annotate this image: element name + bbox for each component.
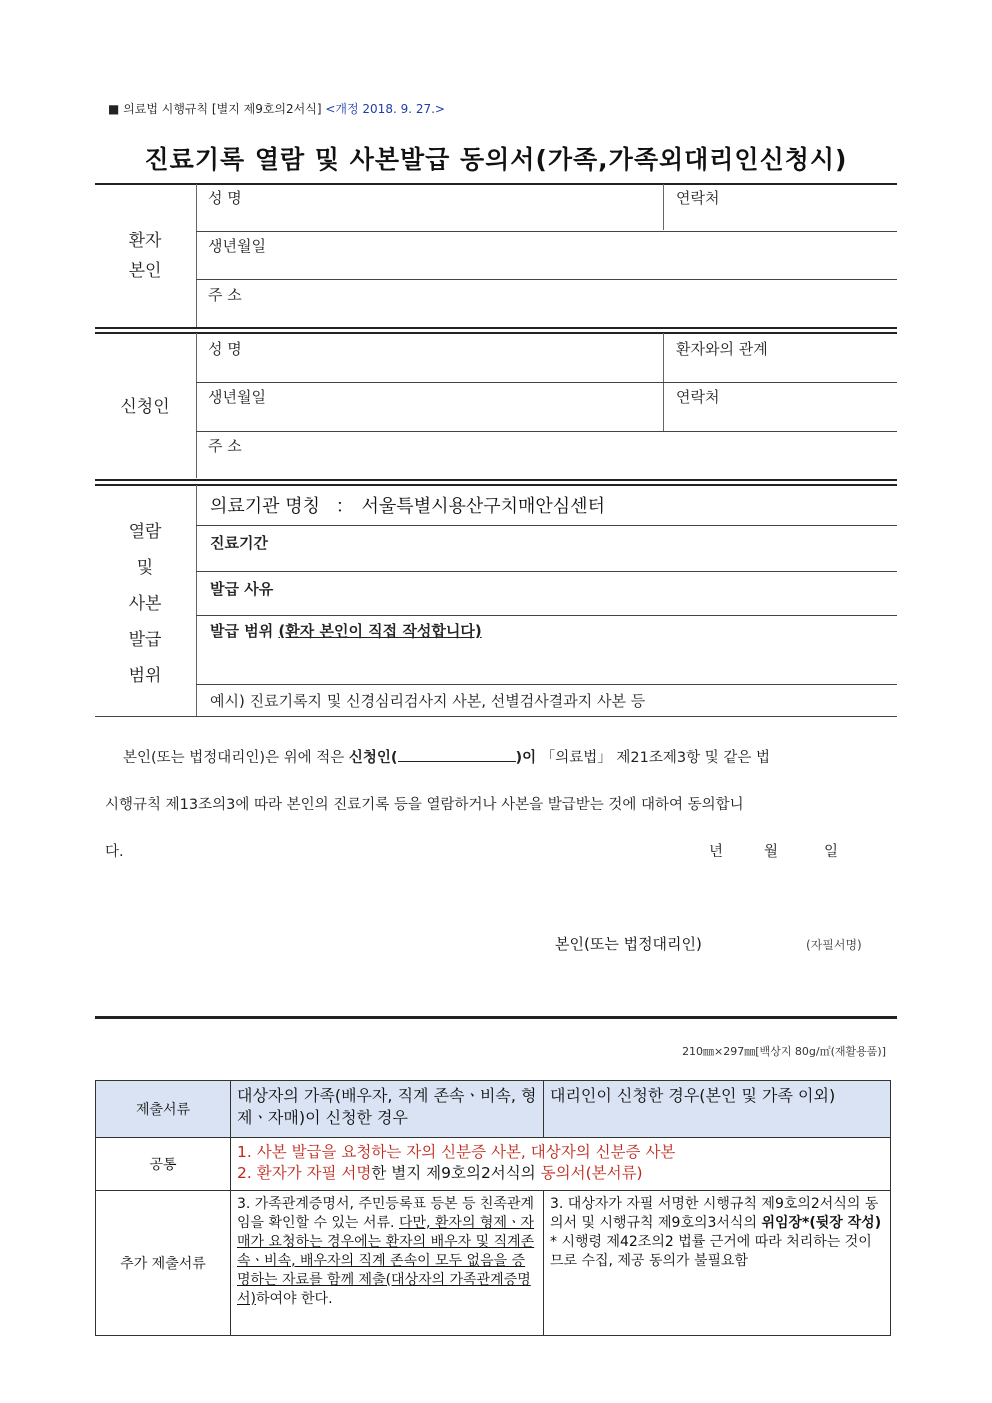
patient-name-label: 성 명: [208, 189, 242, 207]
range-row: [210, 620, 482, 641]
divider: [196, 184, 197, 327]
divider: [95, 479, 897, 481]
scope-section-line5: 범위: [128, 666, 162, 686]
table-row: [96, 1081, 891, 1138]
consent-applicant-close: )이: [515, 750, 537, 766]
scope-section-line3: 사본: [128, 594, 162, 614]
patient-contact-field[interactable]: [668, 208, 894, 228]
consent-line2: 시행규칙 제13조의3에 따라 본인의 진료기록 등을 열람하거나 사본을 발급받는 것에 대하여 동의합니: [105, 797, 744, 813]
applicant-birth-field[interactable]: [200, 406, 660, 426]
submission-table: [95, 1080, 891, 1336]
patient-section-line1: 환자: [128, 231, 162, 251]
consent-line1-a: 본인(또는 법정대리인)은 위에 적은: [123, 750, 345, 766]
signer-label: 본인(또는 법정대리인): [555, 935, 702, 953]
divider: [95, 716, 897, 717]
divider: [95, 1016, 897, 1019]
paper-spec: 210㎜×297㎜[백상지 80g/㎡(재활용품)]: [682, 1045, 886, 1058]
consent-line1-d: 「의료법」 제21조제3항 및 같은 법: [540, 750, 770, 766]
patient-section-line2: 본인: [128, 261, 162, 281]
extra-agent-a: 3. 대상자가 자필 서명한 시행규칙 제9호의2서식의 동의서 및 시행규칙 제9호의3서식의: [550, 1196, 879, 1231]
common-item-2a: 2. 환자가 자필 서명: [237, 1164, 372, 1182]
applicant-section-label: 신청인: [120, 397, 170, 417]
extra-family-c: 하여야 한다.: [256, 1291, 333, 1307]
consent-month: 월: [764, 844, 779, 860]
extra-family-b: 다만, 환자의 형제ㆍ자매가 요청하는 경우에는 환자의 배우자 및 직계존속ㆍ비속, 배우자의 직계 존속이 모두 없음을 증명하는 자료를 함께 제출(대상자의 가족관계증명서): [237, 1215, 535, 1307]
consent-line3: 다.: [105, 844, 124, 860]
divider: [196, 231, 897, 232]
applicant-contact-field[interactable]: [668, 406, 894, 426]
reason-field[interactable]: [300, 576, 890, 612]
applicant-address-field[interactable]: [290, 434, 890, 474]
extra-agent-b: 위임장*(뒷장 작성): [761, 1215, 882, 1231]
institution-separator: ：: [335, 496, 354, 517]
common-item-2: [237, 1163, 884, 1184]
common-item-2c: 동의서(본서류): [540, 1164, 643, 1182]
applicant-name-field[interactable]: [200, 358, 660, 378]
applicant-relation-label: 환자와의 관계: [676, 340, 768, 358]
header-cell: 대상자의 가족(배우자, 직계 존속ㆍ비속, 형제ㆍ자매)이 신청한 경우: [231, 1081, 544, 1138]
applicant-name-label: 성 명: [208, 340, 242, 358]
common-item-2b: 한 별지 제9호의2서식의: [371, 1164, 536, 1182]
patient-birth-label: 생년월일: [208, 237, 266, 255]
consent-year: 년: [709, 844, 724, 860]
extra-label: 추가 제출서류: [96, 1191, 231, 1336]
range-note: (환자 본인이 직접 작성합니다): [278, 622, 482, 640]
divider: [196, 525, 897, 526]
institution-label: 의료기관 명칭: [210, 496, 321, 517]
divider: [196, 382, 897, 383]
patient-address-label: 주 소: [208, 286, 242, 304]
header-cell: 제출서류: [96, 1081, 231, 1138]
divider: [196, 615, 897, 616]
range-field[interactable]: [210, 642, 890, 680]
signature-field[interactable]: [732, 932, 802, 954]
patient-name-field[interactable]: [200, 208, 660, 228]
common-cell: [231, 1138, 891, 1191]
reason-label: 발급 사유: [210, 580, 274, 598]
patient-section-label: [95, 226, 195, 286]
applicant-contact-label: 연락처: [676, 388, 720, 406]
scope-section-line4: 발급: [128, 630, 162, 650]
sign-note: (자필서명): [806, 938, 862, 952]
applicant-relation-field[interactable]: [668, 358, 894, 378]
extra-family-cell: [231, 1191, 544, 1336]
common-label: 공통: [96, 1138, 231, 1191]
period-field[interactable]: [300, 530, 890, 566]
divider: [196, 333, 197, 478]
divider: [663, 184, 664, 230]
scope-section-line2: 및: [136, 558, 154, 578]
consent-applicant-blank[interactable]: [398, 747, 516, 762]
divider: [196, 684, 897, 685]
applicant-address-label: 주 소: [208, 437, 242, 455]
range-label: 발급 범위: [210, 622, 274, 640]
divider: [95, 327, 897, 329]
extra-family-a: 3. 가족관계증명서, 주민등록표 등본 등 친족관계임을 확인할 수 있는 서류.: [237, 1196, 535, 1231]
form-title: 진료기록 열람 및 사본발급 동의서(가족,가족외대리인신청시): [144, 145, 848, 174]
divider: [95, 183, 897, 185]
divider: [196, 279, 897, 280]
period-label: 진료기간: [210, 534, 268, 552]
form-header-label: ■ 의료법 시행규칙 [별지 제9호의2서식]: [108, 102, 322, 116]
patient-address-field[interactable]: [290, 283, 890, 323]
consent-applicant-open: 신청인(: [348, 750, 398, 766]
applicant-birth-label: 생년월일: [208, 388, 266, 406]
extra-agent-c: * 시행령 제42조의2 법률 근거에 따라 처리하는 것이므로 수집, 제공 동의가 불필요함: [550, 1234, 872, 1269]
divider: [95, 484, 897, 486]
common-item-1: 1. 사본 발급을 요청하는 자의 신분증 사본, 대상자의 신분증 사본: [237, 1143, 676, 1161]
divider: [196, 431, 897, 432]
scope-section-label: [95, 514, 195, 694]
patient-contact-label: 연락처: [676, 189, 720, 207]
table-row: [96, 1191, 891, 1336]
institution-value: 서울특별시용산구치매안심센터: [361, 496, 605, 517]
consent-line1: [123, 746, 770, 767]
extra-agent-cell: [544, 1191, 891, 1336]
divider: [196, 485, 197, 716]
form-header: [108, 100, 445, 117]
divider: [196, 571, 897, 572]
scope-section-line1: 열람: [128, 522, 162, 542]
header-cell: 대리인이 신청한 경우(본인 및 가족 이외): [544, 1081, 891, 1138]
scope-example: 예시) 진료기록지 및 신경심리검사지 사본, 선별검사결과지 사본 등: [210, 692, 646, 710]
patient-birth-field[interactable]: [290, 234, 890, 274]
divider: [95, 332, 897, 334]
institution-row: [210, 492, 605, 518]
revision-date: <개정 2018. 9. 27.>: [325, 102, 445, 116]
consent-day: 일: [824, 844, 839, 860]
table-row: [96, 1138, 891, 1191]
